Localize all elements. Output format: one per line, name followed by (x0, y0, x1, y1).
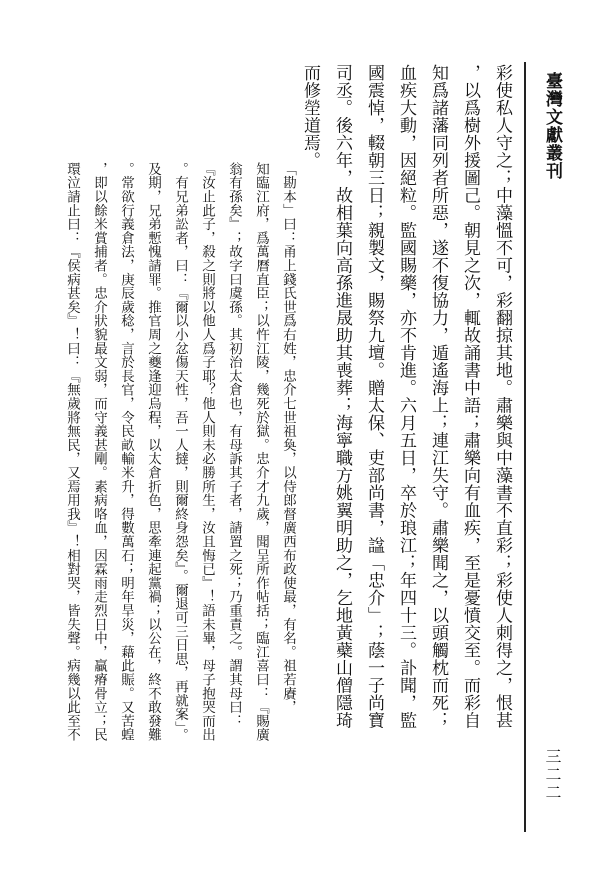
annotation-text-column: 「勘本」曰：甬上錢氏世爲右姓，忠介七世祖奐，以侍郎督廣西布政使最，有名。祖若賡， (280, 162, 296, 714)
annotation-text-column: 『汝止此子，殺之則將以他人爲子耶？他人則未必勝所生，汝且悔已』！語未畢，母子抱哭而出 (199, 162, 215, 742)
page-number: 三二二 (543, 748, 562, 802)
main-text-block (294, 64, 518, 848)
annotation-text-column: 及期，兄弟慙愧請罪。推官周之夔逢迎烏程，以太倉折色，思牽連起黨禍；以公在，終不敢發難 (145, 162, 161, 742)
annotation-text-column: 。常欲行義倉法，庚辰歲稔，言於長官，令民畝輸米升，得數萬石；明年旱災，藉此賑。又苦蝗 (118, 162, 134, 742)
annotation-text-column: 。有兄弟訟者，曰：『爾以小忿傷天性，吾一人撻，則爾終身怨矣』。爾退可三日思，再就案」。 (172, 162, 188, 742)
annotation-text-column: 知臨江府，爲萬曆直臣；以忤江陵，幾死於獄。忠介才九歲，聞呈所作帖括；臨江喜曰：『賜廣 (253, 162, 269, 742)
annotation-text-column: 翁有孫矣』；故字曰虞孫。其初治太倉也，有母訴其子者，請置之死；乃重責之。謂其母曰： (226, 162, 242, 728)
series-title: 臺灣文獻叢刊 (542, 72, 562, 180)
main-text-column: 血疾大動，因絕粒。監國賜藥，亦不肯進。六月五日，卒於琅江；年四十三。訃聞，監 (396, 64, 416, 729)
main-text-column: 彩使私人守之；中藻慍不可，彩翻掠其地。肅樂與中藻書不直彩；彩使人刺得之，恨甚 (492, 64, 512, 729)
annotation-text-column: 環泣請止曰：『侯病甚矣』！曰：『無歲將無民，又焉用我』！相對哭，皆失聲。病幾以此至不 (64, 162, 80, 742)
main-text-column: 而修塋道焉。 (300, 64, 320, 169)
annotation-text-block (58, 162, 301, 850)
main-text-column: 知爲諸藩同列者所惡，遂不復協力，遁遙海上；連江失守。肅樂聞之，以頭觸枕而死； (428, 64, 448, 729)
main-text-column: ，以爲樹外援圖己。朝見之次，輒故誦書中語；肅樂向有血疾，至是憂憤交至。而彩自 (460, 64, 480, 729)
header-rule (524, 62, 526, 832)
main-text-column: 國震悼，輟朝三日；親製文，賜祭九壇。贈太保、吏部尚書，諡「忠介」；蔭一子尚寶 (364, 64, 384, 729)
annotation-text-column: ，即以餘米賞捕者。忠介狀貌最文弱，而守義甚剛。素病咯血，因霖雨走烈日中，贏瘠骨立；民 (91, 162, 107, 742)
main-text-column: 司丞。後六年，故相葉向高孫進晟助其喪葬；海寧職方姚翼明助之，乞地黃蘗山僧隱琦 (332, 64, 352, 729)
